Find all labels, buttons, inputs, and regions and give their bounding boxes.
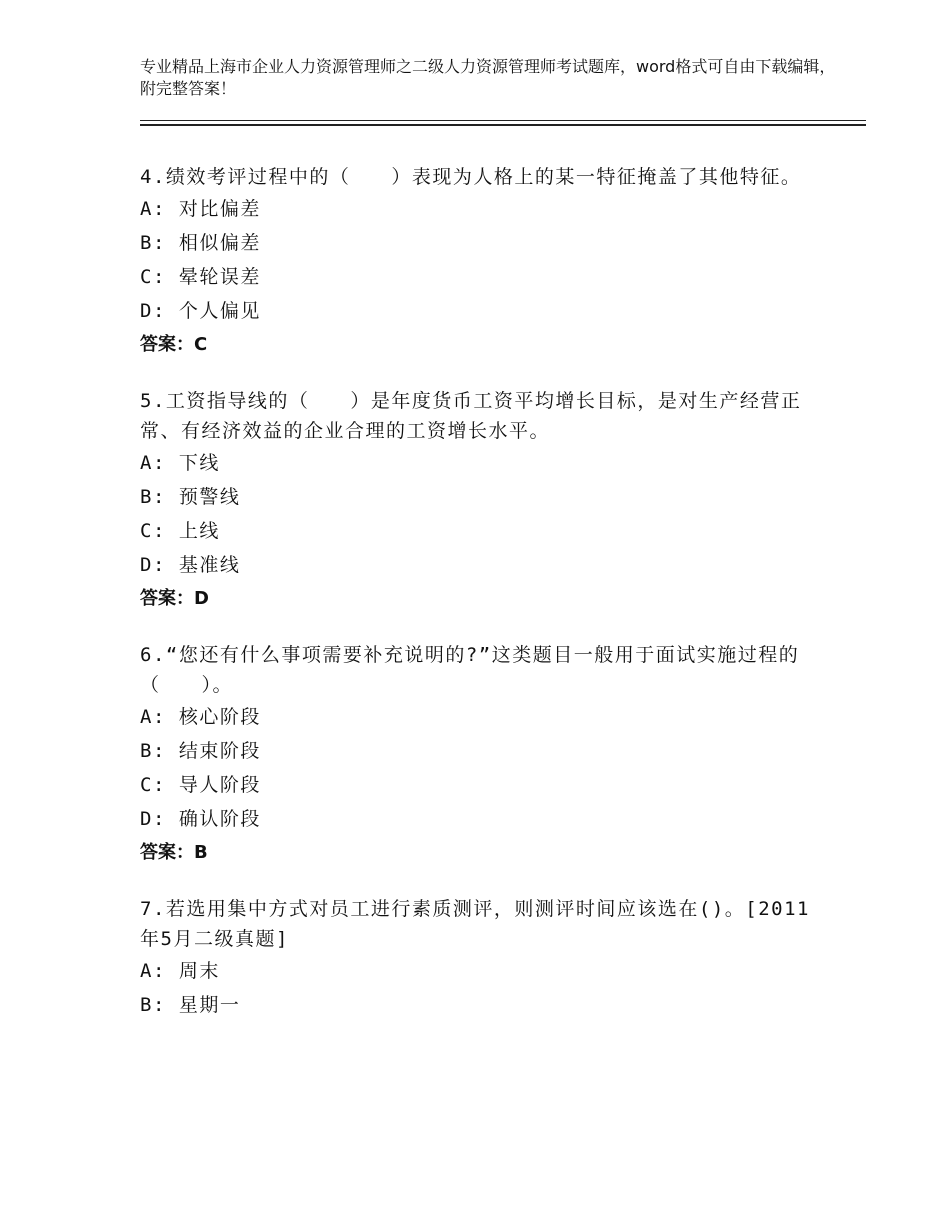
option-a: A: 周末 <box>140 960 220 982</box>
answer-label: 答案：B <box>140 842 208 863</box>
header-divider-thick <box>140 124 866 126</box>
question-5 <box>140 384 820 616</box>
option-c: C: 导人阶段 <box>140 774 261 796</box>
option-d: D: 基准线 <box>140 554 241 576</box>
question-text: 7.若选用集中方式对员工进行素质测评，则测评时间应该选在()。[2011年5月二级真题] <box>140 898 810 950</box>
question-list <box>140 160 820 1022</box>
question-6 <box>140 638 820 870</box>
header-title: 专业精品上海市企业人力资源管理师之二级人力资源管理师考试题库，word格式可自由下载编辑，附完整答案！ <box>140 57 836 98</box>
option-b: B: 预警线 <box>140 486 241 508</box>
question-text: 5.工资指导线的（ ）是年度货币工资平均增长目标，是对生产经营正常、有经济效益的企业合理的工资增长水平。 <box>140 390 802 442</box>
option-c: C: 上线 <box>140 520 220 542</box>
option-a: A: 核心阶段 <box>140 706 261 728</box>
option-a: A: 下线 <box>140 452 220 474</box>
question-text: 6.“您还有什么事项需要补充说明的?”这类题目一般用于面试实施过程的（ ）。 <box>140 644 800 696</box>
question-4 <box>140 160 820 362</box>
option-c: C: 晕轮误差 <box>140 266 261 288</box>
option-a: A: 对比偏差 <box>140 198 261 220</box>
option-b: B: 相似偏差 <box>140 232 261 254</box>
header-divider-thin <box>140 120 866 121</box>
question-7 <box>140 892 820 1022</box>
page-header <box>140 56 840 100</box>
option-d: D: 确认阶段 <box>140 808 261 830</box>
answer-label: 答案：D <box>140 588 209 609</box>
answer-label: 答案：C <box>140 334 208 355</box>
option-b: B: 结束阶段 <box>140 740 261 762</box>
question-text: 4.绩效考评过程中的（ ）表现为人格上的某一特征掩盖了其他特征。 <box>140 166 802 188</box>
option-d: D: 个人偏见 <box>140 300 261 322</box>
option-b: B: 星期一 <box>140 994 241 1016</box>
